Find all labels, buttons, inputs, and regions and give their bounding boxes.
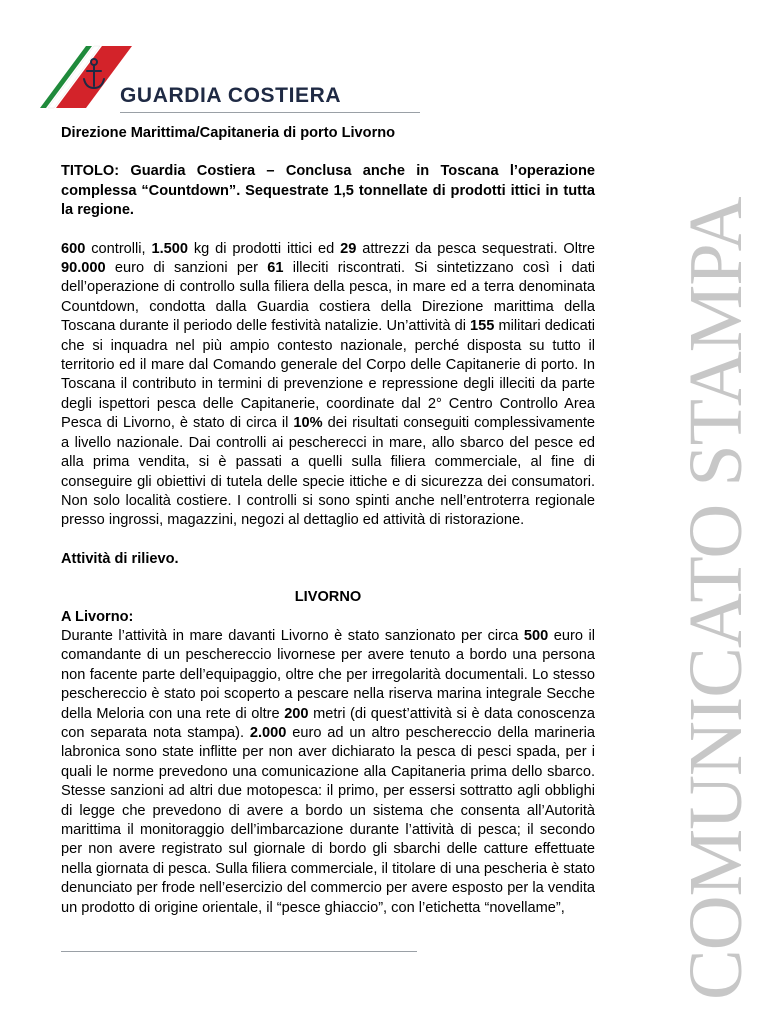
header-divider bbox=[120, 112, 420, 113]
highlights-heading: Attività di rilievo. bbox=[61, 550, 179, 567]
organization-name: GUARDIA COSTIERA bbox=[120, 84, 342, 107]
section-title: LIVORNO bbox=[294, 589, 362, 606]
document-body bbox=[61, 124, 595, 918]
intro-paragraph: 600 controlli, 1.500 kg di prodotti ittici ed 29 attrezzi da pesca sequestrati. Oltre 90.000 euro di sanzioni per 61 illeciti riscontrati. Si sintetizzano così i dati dell’operazione di controllo sulla filiera della pesca, in mare ed a terra denominata Countdown, condotta dalla Guardia costiera della Direzione marittima della Toscana durante il periodo delle festività natalizie. Un’attività di 155 militari dedicati che si inquadra nel più ampio contesto nazionale, perché disposta su tutto il territorio ed il mare dal Comando generale del Corpo delle Capitanerie di porto. In Toscana il contributo in termini di prevenzione e repressione degli illeciti da parte degli ispettori pesca delle Capitanerie, coordinate dal 2° Centro Controllo Area Pesca di Livorno, è stato di circa il 10% dei risultati conseguiti complessivamente a livello nazionale. Dai controlli ai pescherecci in mare, allo sbarco del pesce ed alla prima vendita, si è passati a quelli sulla filiera commerciale, al fine di conseguire gli obiettivi di tutela delle specie ittiche e di sicurezza dei consumatori. Non solo località costiere. I controlli si sono spinti anche nell’entroterra regionale presso ingrossi, magazzini, negozi al dettaglio ed attività di ristorazione. bbox=[61, 240, 596, 529]
subheading: A Livorno: bbox=[61, 608, 134, 625]
office-heading: Direzione Marittima/Capitaneria di porto Livorno bbox=[61, 125, 396, 141]
document-title: TITOLO: Guardia Costiera – Conclusa anche in Toscana l’operazione complessa “Countdown”. Sequestrate 1,5 tonnellate di prodotti ittici in tutta la regione. bbox=[61, 163, 595, 219]
vertical-title: COMUNICATO STAMPA bbox=[674, 197, 758, 1000]
vertical-title-band bbox=[604, 28, 758, 1000]
livorno-paragraph: Durante l’attività in mare davanti Livorno è stato sanzionato per circa 500 euro il comandante di un peschereccio livornese per avere tenuto a bordo una persona non facente parte dell’equipaggio, oltre che per irregolarità documentali. Lo stesso peschereccio è stato poi scoperto a pescare nella riserva marina integrale Secche della Meloria con una rete di oltre 200 metri (di quest’attività si è data conoscenza con separata nota stampa). 2.000 euro ad un altro peschereccio della marineria labronica sono state inflitte per non aver dichiarato la pesca di pesci spada, per i quali le norme prevedono una comunicazione alla Capitaneria prima dello sbarco. Stesse sanzioni ad altri due motopesca: il primo, per essersi sottratto agli obblighi di legge che prevedono di avere a bordo un sistema che consenta all’Autorità marittima il monitoraggio dell’imbarcazione durante l’attività di pesca; il secondo per non avere registrato sul giornale di bordo gli sbarchi delle catture effettuate nella giornata di pesca. Sulla filiera commerciale, il titolare di una pescheria è stato denunciato per frode nell’esercizio del commercio per avere esposto per la vendita un prodotto di origine orientale, il “pesce ghiaccio”, con l’etichetta “novellame”, bbox=[61, 627, 596, 916]
footer-divider bbox=[61, 951, 417, 952]
